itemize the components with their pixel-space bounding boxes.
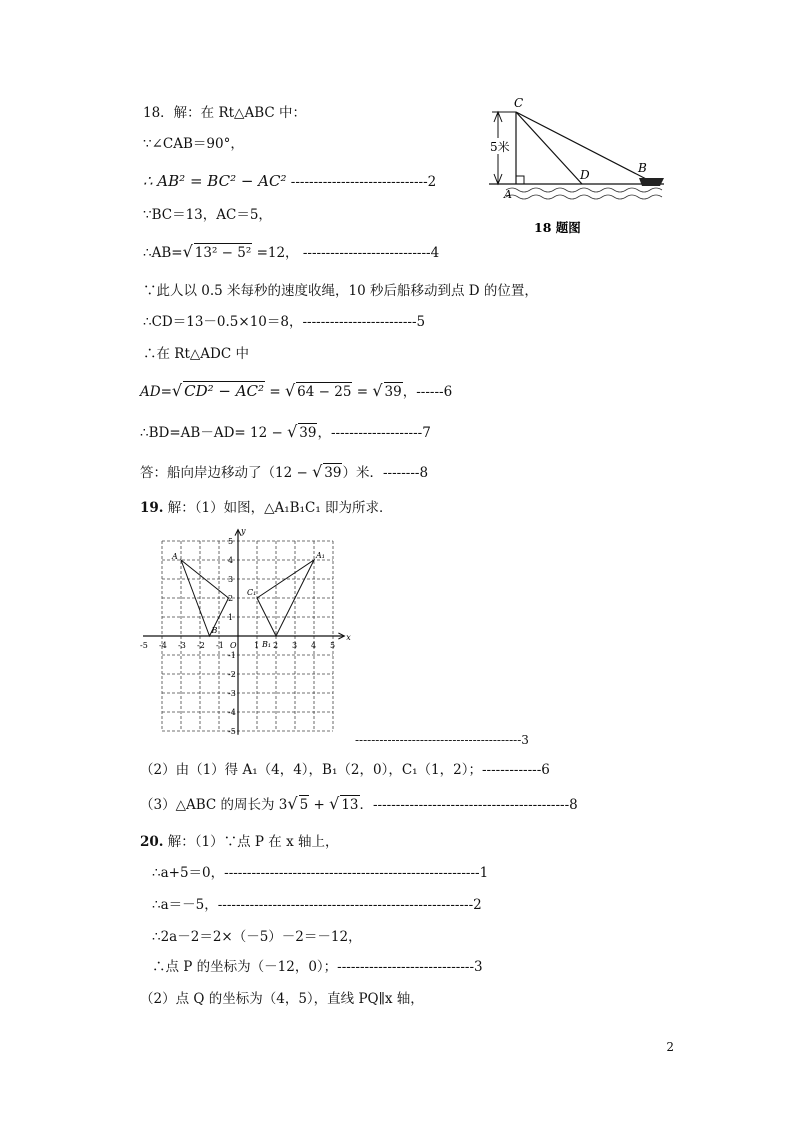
p18-line4: ∵BC＝13，AC＝5， — [143, 207, 272, 223]
sqrt-sign: √ — [284, 381, 296, 400]
p18-line10 — [140, 423, 431, 442]
y-tick-label: 5 — [228, 537, 234, 546]
p18-answer-expr: 答：船向岸边移动了（12 − — [140, 465, 313, 481]
p18-radicand: 13² − 5² — [194, 245, 252, 261]
p20-line6: （2）点 Q 的坐标为（4，5），直线 PQ∥x 轴， — [140, 991, 424, 1007]
p19-radicand-5: 5 — [299, 797, 309, 813]
y-tick-label: -2 — [228, 670, 236, 679]
p20-line5: ∴点 P 的坐标为（－12，0）；------------------------------3 — [152, 959, 483, 975]
p19-radicand-13: 13 — [341, 797, 359, 813]
x-tick-label: 5 — [330, 641, 336, 650]
boat-icon — [639, 178, 664, 186]
p19-score3: -----------------------------------------3 — [355, 733, 529, 747]
p18-line1: 18．解：在 Rt△ABC 中： — [143, 105, 306, 121]
x-tick-label: 4 — [311, 641, 317, 650]
x-tick-label: 3 — [292, 641, 298, 650]
point-b1-label: B₁ — [262, 640, 272, 649]
y-tick-label: -3 — [228, 689, 236, 698]
y-axis-label: y — [241, 526, 246, 536]
x-tick-label: -4 — [159, 641, 167, 650]
x-tick-label: -2 — [197, 641, 205, 650]
sqrt-sign: √ — [287, 422, 298, 441]
equals: = — [352, 384, 373, 400]
sqrt-sign: √ — [182, 242, 193, 261]
p18-line2: ∵∠CAB＝90°， — [143, 136, 244, 152]
x-tick-label: 1 — [254, 641, 260, 650]
height-label: 5米 — [490, 140, 510, 154]
page-number: 2 — [666, 1040, 674, 1054]
p18-line3 — [143, 172, 436, 191]
p18-score4: ----------------------------4 — [298, 245, 440, 261]
p20-text: 解：（1）∵点 P 在 x 轴上， — [163, 834, 339, 850]
p18-score8: ）米．--------8 — [342, 465, 429, 481]
coordinate-grid — [142, 528, 362, 743]
y-tick-label: -4 — [228, 708, 236, 717]
point-b-label: B — [211, 626, 218, 635]
water-wave-1 — [506, 188, 662, 192]
p19-text: 解：（1）如图，△A₁B₁C₁ 即为所求． — [163, 500, 393, 516]
p20-line1 — [140, 833, 339, 851]
origin-label: O — [230, 641, 237, 650]
equals: = — [265, 384, 285, 400]
p19-line3 — [140, 795, 578, 814]
p20-number: 20. — [140, 834, 164, 850]
sqrt-sign: √ — [171, 381, 183, 400]
p18-line7: ∴CD＝13－0.5×10＝8，-------------------------5 — [143, 314, 426, 330]
label-b: B — [638, 161, 647, 175]
p18-bd-radicand: 39 — [299, 425, 317, 441]
p18-answer-radicand: 39 — [324, 465, 342, 481]
y-tick-label: 2 — [228, 594, 234, 603]
p18-line11 — [140, 463, 428, 482]
p20-line4: ∴2a－2＝2×（－5）－2＝－12， — [152, 929, 362, 945]
point-c1-label: C₁ — [247, 588, 257, 597]
p18-score6: ，------6 — [402, 384, 453, 400]
p19-number: 19. — [140, 500, 164, 516]
point-a-label: A — [172, 552, 178, 561]
x-tick-label: -3 — [178, 641, 186, 650]
sqrt-sign: √ — [312, 462, 323, 481]
p19-score8: ．-------------------------------------------8 — [359, 797, 578, 813]
y-tick-label: 4 — [228, 556, 234, 565]
x-tick-label: -5 — [140, 641, 148, 650]
figure-caption: 18 题图 — [534, 220, 581, 235]
p18-line6: ∵此人以 0.5 米每秒的速度收绳，10 秒后船移动到点 D 的位置， — [143, 283, 538, 299]
y-tick-label: 3 — [228, 575, 234, 584]
sqrt-sign: √ — [372, 381, 383, 400]
label-c: C — [514, 96, 524, 110]
p18-bd-expr: ∴BD=AB－AD= 12 − — [140, 425, 288, 441]
triangle-a1b1c1 — [257, 560, 314, 636]
point-a1-label: A₁ — [316, 551, 325, 560]
p18-ab-value: =12， — [252, 245, 299, 261]
p20-line3: ∴a＝－5，--------------------------------------------------------2 — [152, 897, 482, 913]
p18-ad-label: AD= — [140, 384, 172, 400]
right-angle-mark — [516, 176, 524, 184]
p19-perimeter-expr: （3）△ABC 的周长为 3 — [140, 797, 288, 813]
p18-formula: ∴ AB² = BC² − AC² — [143, 172, 287, 190]
x-tick-label: 2 — [273, 641, 279, 650]
p20-line2: ∴a+5＝0，--------------------------------------------------------1 — [152, 865, 489, 881]
p18-line9 — [140, 381, 452, 401]
figure-18 — [484, 92, 674, 242]
y-tick-label: -1 — [228, 651, 236, 660]
p18-ab-label: ∴AB= — [143, 245, 183, 261]
p19-line1 — [140, 499, 393, 517]
sqrt-sign: √ — [329, 794, 340, 813]
plus: + — [309, 797, 330, 813]
label-d: D — [580, 168, 590, 182]
x-axis-label: x — [346, 633, 351, 642]
y-tick-label: -5 — [228, 727, 236, 736]
p18-line5 — [143, 243, 439, 262]
p18-ad-radicand: CD² − AC² — [184, 382, 265, 400]
x-tick-label: -1 — [216, 641, 224, 650]
p18-ad-radicand2: 64 − 25 — [297, 384, 352, 400]
side-cd — [516, 112, 582, 184]
sqrt-sign: √ — [287, 794, 298, 813]
label-a: A — [504, 188, 512, 201]
p19-line2: （2）由（1）得 A₁（4，4），B₁（2，0），C₁（1，2）；-------------6 — [140, 762, 550, 778]
water-wave-2 — [506, 195, 662, 199]
p18-line8: ∴在 Rt△ADC 中 — [143, 346, 249, 362]
p18-ad-result: 39 — [384, 384, 402, 400]
y-tick-label: 1 — [228, 613, 234, 622]
p18-score2: ------------------------------2 — [286, 174, 437, 190]
p18-score7: ，--------------------7 — [317, 425, 431, 441]
